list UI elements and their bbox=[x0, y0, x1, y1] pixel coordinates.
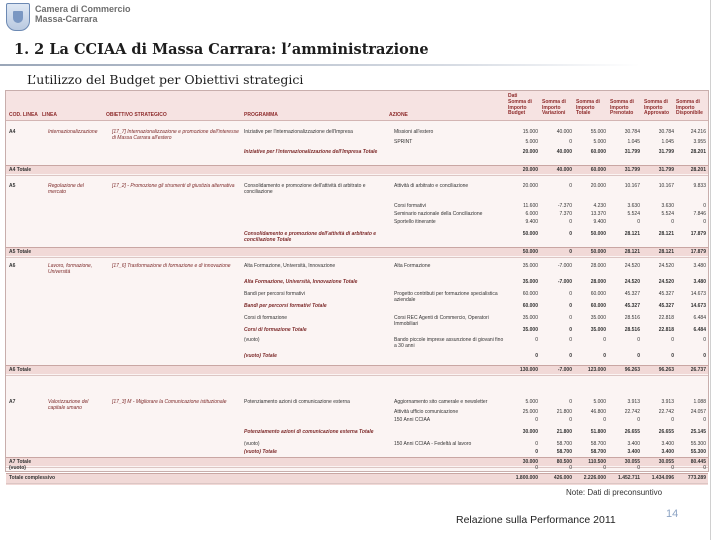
cell-value: 0 bbox=[569, 315, 572, 321]
cell-value: 31.799 bbox=[624, 149, 640, 155]
cell-value: 1.452.711 bbox=[618, 475, 640, 481]
cell-value: 17.879 bbox=[690, 249, 706, 255]
cell-value: 0 bbox=[671, 417, 674, 423]
cell-value: 20.000 bbox=[522, 149, 538, 155]
cell-value: 0 bbox=[569, 337, 572, 343]
title-divider bbox=[0, 64, 640, 66]
cell-value: 58.700 bbox=[556, 449, 572, 455]
cell-value: 96.263 bbox=[624, 367, 640, 373]
cell-value: 24.520 bbox=[624, 263, 640, 269]
dati-label: Dati bbox=[508, 93, 518, 99]
cell-value: 24.520 bbox=[658, 263, 674, 269]
cell-value: -7.000 bbox=[557, 263, 572, 269]
cell-value: 11.600 bbox=[523, 203, 538, 209]
cell-value: 35.000 bbox=[522, 263, 538, 269]
header-azione[interactable]: AZIONE bbox=[389, 112, 408, 118]
cell-value: 0 bbox=[535, 337, 538, 343]
cell-value: 0 bbox=[671, 337, 674, 343]
cell-value: 0 bbox=[603, 417, 606, 423]
cell-value: 31.799 bbox=[658, 167, 674, 173]
cell-value: 24.520 bbox=[624, 279, 640, 285]
cell-azione: Attività ufficio comunicazione bbox=[394, 409, 459, 415]
page-number: 14 bbox=[666, 508, 679, 520]
cell-value: 28.121 bbox=[624, 231, 640, 237]
cell-azione: SPRINT bbox=[394, 139, 413, 145]
cell-value: 5.524 bbox=[627, 211, 640, 217]
cell-value: 0 bbox=[703, 219, 706, 225]
cell-value: 55.300 bbox=[690, 449, 706, 455]
cell-azione: Corsi formativi bbox=[394, 203, 426, 209]
cell-value: 20.000 bbox=[590, 183, 606, 189]
cell-value: 14.673 bbox=[690, 303, 706, 309]
cell-value: 13.370 bbox=[590, 211, 606, 217]
cell-azione: Attività di arbitrato e conciliazione bbox=[394, 183, 469, 189]
cell-azione: Seminario nazionale della Conciliazione bbox=[394, 211, 483, 217]
cell-value: 0 bbox=[535, 449, 538, 455]
header-variazioni[interactable]: Somma di Importo Variazioni bbox=[542, 99, 566, 117]
cell-value: 0 bbox=[569, 303, 572, 309]
cell-value: 28.121 bbox=[624, 249, 640, 255]
cell-value: 0 bbox=[569, 139, 572, 145]
cell-value: 50.000 bbox=[590, 249, 606, 255]
cell-value: 21.800 bbox=[556, 429, 572, 435]
cell-value: 55.300 bbox=[690, 441, 706, 447]
cell-value: 0 bbox=[703, 465, 706, 471]
cell-value: 40.000 bbox=[556, 129, 572, 135]
cell-value: 0 bbox=[569, 327, 572, 333]
cell-value: 3.400 bbox=[627, 441, 640, 447]
cell-value: 9.400 bbox=[593, 219, 606, 225]
cell-value: 3.913 bbox=[661, 399, 674, 405]
cell-value: 28.000 bbox=[590, 263, 606, 269]
cell-cod-linea: (vuoto) bbox=[9, 465, 26, 471]
cell-obiettivo: [17_6] Trasformazione di formazione e di innovazione bbox=[112, 263, 231, 269]
cell-value: 28.516 bbox=[624, 315, 640, 321]
cell-value: 60.000 bbox=[522, 291, 538, 297]
cell-value: 4.230 bbox=[593, 203, 606, 209]
cell-programma: Bandi per percorsi formativi Totale bbox=[244, 303, 327, 309]
cell-azione: 150 Anni CCIAA - Fedeltà al lavoro bbox=[394, 441, 472, 447]
cell-value: 22.742 bbox=[658, 409, 674, 415]
cell-value: 0 bbox=[569, 231, 572, 237]
cell-cod-linea: A7 bbox=[9, 399, 16, 405]
cell-value: 0 bbox=[671, 353, 674, 359]
cell-value: 22.742 bbox=[624, 409, 640, 415]
cell-cod-linea: Totale complessivo bbox=[9, 475, 56, 481]
cell-value: 58.700 bbox=[590, 449, 606, 455]
cell-value: 110.500 bbox=[588, 459, 606, 465]
right-edge-line bbox=[710, 0, 711, 540]
header-disponibile[interactable]: Somma di Importo Disponibile bbox=[676, 99, 703, 117]
cell-value: 60.000 bbox=[590, 149, 606, 155]
cell-cod-linea: A4 bbox=[9, 129, 16, 135]
cell-value: 6.484 bbox=[693, 327, 706, 333]
cell-programma: Potenziamento azioni di comunicazione esterna bbox=[244, 399, 350, 405]
header-linea[interactable]: LINEA bbox=[42, 112, 57, 118]
cell-value: 9.833 bbox=[693, 183, 706, 189]
cell-value: 0 bbox=[637, 219, 640, 225]
cell-value: 3.955 bbox=[693, 139, 706, 145]
cell-value: 28.121 bbox=[658, 231, 674, 237]
cell-value: 14.673 bbox=[690, 291, 706, 297]
cell-value: 0 bbox=[569, 353, 572, 359]
cell-value: 80.500 bbox=[556, 459, 572, 465]
header-prenotato[interactable]: Somma di Importo Prenotato bbox=[610, 99, 634, 117]
cell-cod-linea: A5 bbox=[9, 183, 16, 189]
logo bbox=[6, 3, 131, 31]
cell-value: 0 bbox=[703, 337, 706, 343]
cell-value: 2.226.000 bbox=[583, 475, 606, 481]
cell-value: 30.000 bbox=[522, 459, 538, 465]
cell-value: 0 bbox=[569, 417, 572, 423]
page-title: 1. 2 La CCIAA di Massa Carrara: l’amministrazione bbox=[14, 41, 429, 58]
cell-azione: Sportello itinerante bbox=[394, 219, 436, 225]
cell-cod-linea: A5 Totale bbox=[9, 249, 32, 255]
cell-value: 0 bbox=[569, 183, 572, 189]
cell-value: 30.784 bbox=[658, 129, 674, 135]
cell-programma: (vuoto) Totale bbox=[244, 353, 277, 359]
cell-value: 3.913 bbox=[627, 399, 640, 405]
cell-value: 0 bbox=[569, 399, 572, 405]
cell-value: 28.000 bbox=[590, 279, 606, 285]
cell-value: 0 bbox=[637, 337, 640, 343]
cell-value: 25.145 bbox=[690, 429, 706, 435]
cell-azione: Bando piccole imprese assunzione di giovani fino a 30 anni bbox=[394, 337, 504, 349]
cell-value: 45.327 bbox=[624, 291, 640, 297]
cell-value: 0 bbox=[603, 465, 606, 471]
cell-value: 45.327 bbox=[624, 303, 640, 309]
budget-pivot-table bbox=[5, 90, 709, 481]
cell-value: 0 bbox=[535, 353, 538, 359]
cell-value: 22.818 bbox=[658, 315, 674, 321]
row-separator bbox=[6, 257, 708, 258]
row-separator bbox=[6, 375, 708, 376]
cell-value: 0 bbox=[637, 465, 640, 471]
cell-value: 0 bbox=[603, 353, 606, 359]
cell-value: 3.480 bbox=[693, 279, 706, 285]
cell-programma: (vuoto) bbox=[244, 337, 260, 343]
cell-value: 50.000 bbox=[522, 249, 538, 255]
cell-value: 0 bbox=[603, 337, 606, 343]
logo-text bbox=[35, 4, 131, 24]
cell-programma: (vuoto) bbox=[244, 441, 260, 447]
cell-value: 0 bbox=[569, 249, 572, 255]
cell-value: 31.799 bbox=[624, 167, 640, 173]
cell-value: 22.818 bbox=[658, 327, 674, 333]
cell-value: 0 bbox=[703, 353, 706, 359]
cell-programma: Alta Formazione, Università, Innovazione Totale bbox=[244, 279, 358, 285]
cell-value: 55.000 bbox=[590, 129, 606, 135]
cell-value: 28.201 bbox=[690, 167, 706, 173]
cell-value: 3.400 bbox=[661, 449, 674, 455]
cell-value: 123.000 bbox=[587, 367, 606, 373]
cell-programma: Alta Formazione, Università, Innovazione bbox=[244, 263, 336, 269]
cell-value: 0 bbox=[569, 291, 572, 297]
cell-obiettivo: [17_2] - Promozione gli strumenti di giustizia alternativa bbox=[112, 183, 235, 189]
cell-azione: Aggiornamento sito camerale e newsletter bbox=[394, 399, 488, 405]
cell-value: 35.000 bbox=[590, 327, 606, 333]
cell-value: 1.434.096 bbox=[651, 475, 674, 481]
cell-cod-linea: A4 Totale bbox=[9, 167, 32, 173]
cell-value: 40.000 bbox=[556, 149, 572, 155]
cell-value: 24.216 bbox=[690, 129, 706, 135]
cell-value: 30.055 bbox=[624, 459, 640, 465]
cell-value: 60.000 bbox=[590, 291, 606, 297]
cell-programma: Bandi per percorsi formativi bbox=[244, 291, 305, 297]
cell-value: 3.400 bbox=[661, 441, 674, 447]
cell-azione: Missioni all'estero bbox=[394, 129, 434, 135]
cell-value: 20.000 bbox=[522, 183, 538, 189]
cell-value: 60.000 bbox=[522, 303, 538, 309]
cell-programma: Consolidamento e promozione dell'attività di arbitrato e conciliazione bbox=[244, 183, 366, 195]
row-separator bbox=[6, 175, 708, 176]
header-budget[interactable]: Somma di Importo Budget bbox=[508, 99, 532, 117]
cell-value: 426.000 bbox=[553, 475, 572, 481]
cell-value: 773.289 bbox=[687, 475, 706, 481]
cell-value: 0 bbox=[703, 417, 706, 423]
logo-line1: Camera di Commercio bbox=[35, 4, 131, 14]
cell-value: 45.327 bbox=[658, 291, 674, 297]
cell-value: 58.700 bbox=[590, 441, 606, 447]
cell-linea: Internazionalizzazione bbox=[48, 129, 98, 135]
cell-value: 0 bbox=[671, 219, 674, 225]
cell-value: 130.000 bbox=[519, 367, 538, 373]
cell-azione: Progetto contributi per formazione specialistica aziendale bbox=[394, 291, 498, 303]
cell-value: -7.000 bbox=[557, 279, 572, 285]
cell-value: 3.400 bbox=[627, 449, 640, 455]
cell-value: 7.370 bbox=[559, 211, 572, 217]
cell-azione: Corsi REC Agenti di Commercio, Operatori Immobiliari bbox=[394, 315, 489, 327]
cell-programma: Iniziative per l'internazionalizzazione dell'Impresa bbox=[244, 129, 353, 135]
cell-value: 7.846 bbox=[693, 211, 706, 217]
crest-icon bbox=[6, 3, 30, 31]
cell-value: 45.327 bbox=[658, 303, 674, 309]
cell-value: 5.000 bbox=[525, 399, 538, 405]
cell-value: 50.000 bbox=[522, 231, 538, 237]
cell-value: 9.400 bbox=[525, 219, 538, 225]
header-cod-linea[interactable]: COD. LINEA bbox=[9, 112, 38, 118]
row-separator bbox=[6, 483, 708, 484]
cell-value: 1.045 bbox=[627, 139, 640, 145]
cell-programma: Corsi di formazione bbox=[244, 315, 288, 321]
cell-value: 58.700 bbox=[556, 441, 572, 447]
cell-programma: Consolidamento e promozione dell'attività di arbitrato e conciliazione Totale bbox=[244, 231, 377, 243]
cell-value: 35.000 bbox=[590, 315, 606, 321]
cell-value: 0 bbox=[535, 465, 538, 471]
cell-programma: Corsi di formazione Totale bbox=[244, 327, 307, 333]
cell-value: 10.167 bbox=[658, 183, 674, 189]
cell-value: 35.000 bbox=[522, 315, 538, 321]
cell-value: 24.057 bbox=[690, 409, 706, 415]
cell-azione: 150 Anni CCIAA bbox=[394, 417, 431, 423]
cell-value: 0 bbox=[671, 465, 674, 471]
cell-programma: Potenziamento azioni di comunicazione esterna Totale bbox=[244, 429, 374, 435]
cell-value: 0 bbox=[569, 219, 572, 225]
cell-value: 28.121 bbox=[658, 249, 674, 255]
cell-linea: Regolazione del mercato bbox=[48, 183, 84, 195]
cell-azione: Alta Formazione bbox=[394, 263, 431, 269]
cell-value: 5.000 bbox=[593, 139, 606, 145]
cell-value: 21.800 bbox=[556, 409, 572, 415]
cell-value: 5.000 bbox=[525, 139, 538, 145]
cell-value: 30.784 bbox=[624, 129, 640, 135]
cell-value: 3.480 bbox=[693, 263, 706, 269]
cell-linea: Lavoro, formazione, Università bbox=[48, 263, 93, 275]
data-note: Note: Dati di preconsuntivo bbox=[566, 488, 663, 497]
cell-value: 96.263 bbox=[658, 367, 674, 373]
cell-value: 0 bbox=[535, 441, 538, 447]
logo-line2: Massa-Carrara bbox=[35, 14, 98, 24]
header-programma[interactable]: PROGRAMMA bbox=[244, 112, 278, 118]
cell-value: 50.000 bbox=[590, 231, 606, 237]
cell-value: 1.045 bbox=[661, 139, 674, 145]
cell-value: 0 bbox=[637, 417, 640, 423]
cell-value: 28.516 bbox=[624, 327, 640, 333]
cell-cod-linea: A6 bbox=[9, 263, 16, 269]
header-obiettivo[interactable]: OBIETTIVO STRATEGICO bbox=[106, 112, 167, 118]
cell-value: 6.000 bbox=[525, 211, 538, 217]
cell-value: 46.800 bbox=[590, 409, 606, 415]
cell-value: 26.655 bbox=[624, 429, 640, 435]
cell-value: 31.799 bbox=[658, 149, 674, 155]
cell-value: 15.000 bbox=[522, 129, 538, 135]
cell-value: 10.167 bbox=[624, 183, 640, 189]
cell-value: 0 bbox=[569, 465, 572, 471]
cell-cod-linea: A6 Totale bbox=[9, 367, 32, 373]
cell-value: 30.055 bbox=[658, 459, 674, 465]
cell-value: 0 bbox=[535, 417, 538, 423]
cell-obiettivo: [17_7] Internazionalizzazione e promozione dell'interesse di Massa Carrara all'estero bbox=[112, 129, 239, 141]
cell-value: 80.445 bbox=[690, 459, 706, 465]
cell-value: -7.000 bbox=[557, 367, 572, 373]
cell-value: 25.000 bbox=[522, 409, 538, 415]
cell-value: 40.000 bbox=[556, 167, 572, 173]
cell-programma: (vuoto) Totale bbox=[244, 449, 277, 455]
cell-value: 35.000 bbox=[522, 327, 538, 333]
cell-value: 0 bbox=[637, 353, 640, 359]
cell-value: 30.000 bbox=[522, 429, 538, 435]
cell-value: 51.800 bbox=[590, 429, 606, 435]
cell-value: 26.737 bbox=[690, 367, 706, 373]
footer-text: Relazione sulla Performance 2011 bbox=[456, 514, 616, 526]
cell-value: 60.000 bbox=[590, 167, 606, 173]
cell-programma: Iniziative per l'internazionalizzazione dell'Impresa Totale bbox=[244, 149, 378, 155]
cell-value: 17.879 bbox=[690, 231, 706, 237]
cell-value: 6.484 bbox=[693, 315, 706, 321]
header-approvato[interactable]: Somma di Importo Approvato bbox=[644, 99, 669, 117]
cell-value: 24.520 bbox=[658, 279, 674, 285]
cell-value: -7.370 bbox=[557, 203, 572, 209]
cell-value: 5.524 bbox=[661, 211, 674, 217]
page-subtitle: L’utilizzo del Budget per Obiettivi strategici bbox=[27, 72, 304, 87]
cell-linea: Valorizzazione del capitale umano bbox=[48, 399, 89, 411]
cell-cod-linea: A7 Totale bbox=[9, 459, 32, 465]
cell-value: 3.630 bbox=[627, 203, 640, 209]
cell-value: 26.655 bbox=[658, 429, 674, 435]
cell-value: 35.000 bbox=[522, 279, 538, 285]
cell-value: 0 bbox=[703, 203, 706, 209]
cell-obiettivo: [17_3] M - Migliorare la Comunicazione istituzionale bbox=[112, 399, 227, 405]
cell-value: 28.201 bbox=[690, 149, 706, 155]
cell-value: 1.800.000 bbox=[515, 475, 538, 481]
cell-value: 20.000 bbox=[522, 167, 538, 173]
cell-value: 5.000 bbox=[593, 399, 606, 405]
header-totale[interactable]: Somma di Importo Totale bbox=[576, 99, 600, 117]
cell-value: 3.630 bbox=[661, 203, 674, 209]
cell-value: 1.088 bbox=[693, 399, 706, 405]
cell-value: 60.000 bbox=[590, 303, 606, 309]
